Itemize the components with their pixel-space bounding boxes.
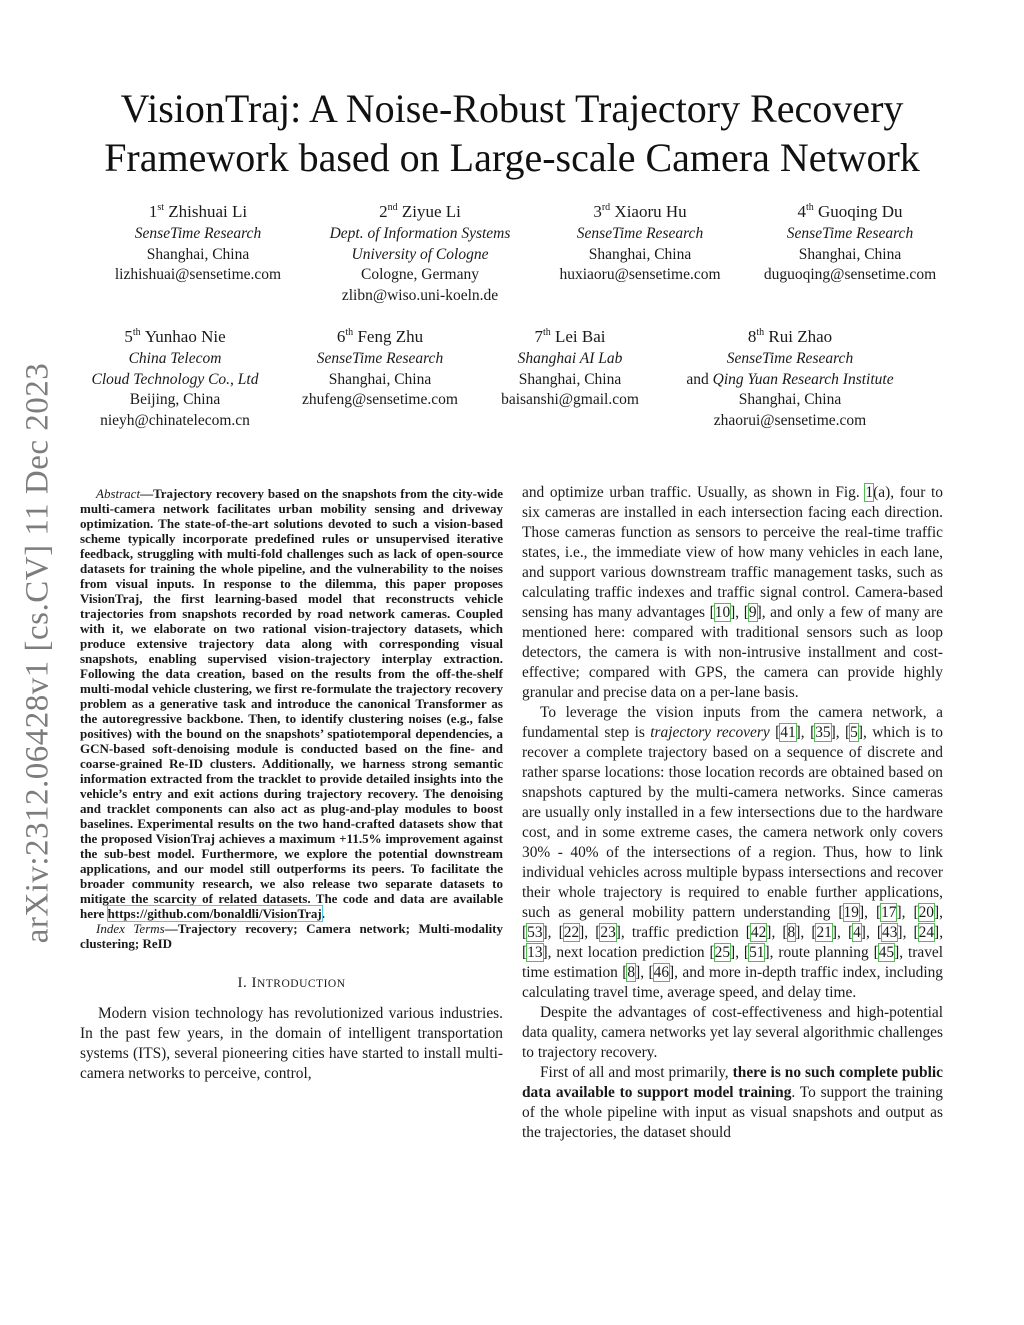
author-name: Feng Zhu (357, 327, 424, 346)
author-affiliation: SenseTime Research (134, 225, 262, 242)
author-affiliation-2: University of Cologne (351, 245, 489, 263)
citation-link[interactable]: 20 (918, 904, 934, 921)
citation-link[interactable]: 35 (815, 724, 831, 741)
author-block-5: 5th Yunhao Nie China Telecom Cloud Technology Co., Ltd Beijing, China nieyh@chinatelecom.cn (70, 325, 280, 431)
author-affiliation: SenseTime Research (576, 225, 704, 242)
citation-link[interactable]: 21 (816, 924, 832, 941)
author-block-7: 7th Lei Bai Shanghai AI Lab Shanghai, China baisanshi@gmail.com (480, 325, 660, 411)
author-email[interactable]: lizhishuai@sensetime.com (114, 266, 282, 284)
citation-link[interactable]: 45 (878, 944, 895, 961)
citation-link[interactable]: 8 (787, 924, 796, 941)
citation-link[interactable]: 5 (850, 724, 858, 741)
intro-paragraph-4: Despite the advantages of cost-effectiveness and high-potential data quality, camera networks yet lay several algorithmic challenges to trajectory recovery. (522, 1004, 943, 1061)
author-name: Lei Bai (555, 327, 606, 346)
citation-link[interactable]: 17 (881, 904, 897, 921)
citation-link[interactable]: 25 (714, 944, 731, 961)
left-column (80, 486, 503, 1084)
citation-link[interactable]: 19 (843, 904, 859, 921)
author-affiliation: China Telecom (128, 350, 222, 367)
arxiv-sidebar-identifier (8, 350, 68, 955)
author-block-2: 2nd Ziyue Li Dept. of Information Systems University of Cologne Cologne, Germany zlibn@wiso.uni-koeln.de (310, 200, 530, 306)
citation-link[interactable]: 13 (527, 944, 543, 961)
author-block-3: 3rd Xiaoru Hu SenseTime Research Shanghai, China huxiaoru@sensetime.com (530, 200, 750, 286)
figure-ref-link[interactable]: 1 (865, 484, 874, 501)
author-email[interactable]: baisanshi@gmail.com (501, 391, 639, 409)
citation-link[interactable]: 23 (600, 924, 616, 941)
author-name: Ziyue Li (401, 202, 461, 221)
citation-link[interactable]: 4 (853, 924, 861, 941)
citation-link[interactable]: 41 (780, 724, 796, 741)
author-affiliation: Shanghai AI Lab (517, 350, 623, 367)
intro-paragraph-5: First of all and most primarily, there is no such complete public data available to support model training. To support the training of the whole pipeline with input as visual snapshots and output as the trajectories, the dataset should (522, 1064, 944, 1141)
code-link[interactable]: https://github.com/bonaldli/VisionTraj (107, 906, 322, 921)
author-block-4: 4th Guoqing Du SenseTime Research Shanghai, China duguoqing@sensetime.com (740, 200, 960, 286)
citation-link[interactable]: 46 (653, 964, 670, 981)
arxiv-id-text: arXiv:2312.06428v1 [cs.CV] 11 Dec 2023 (19, 362, 56, 943)
author-location: Shanghai, China (738, 391, 842, 409)
author-affiliation: SenseTime Research (726, 350, 854, 367)
author-email[interactable]: zhaorui@sensetime.com (713, 411, 867, 429)
author-email[interactable]: zhufeng@sensetime.com (302, 391, 458, 409)
citation-link[interactable]: 53 (527, 924, 543, 941)
abstract: Abstract—Trajectory recovery based on the snapshots from the city-wide multi-camera network facilitates urban mobility sensing and driveway optimization. The state-of-the-art solutions devoted to such a vision-based scheme typically incorporate predefined rules or unsupervised iterative feedback, struggling with multi-fold challenges such as lack of open-source datasets for training the whole pipeline, and the vulnerability to the noises from visual inputs. In response to the dilemma, this paper proposes VisionTraj, the first learning-based model that reconstructs vehicle trajectories from snapshots recorded by road network cameras. Coupled with it, we elaborate on two rational vision-trajectory datasets, which produce extensive trajectory data along with corresponding visual snapshots, enabling supervised vision-trajectory interplay extraction. Following the data creation, based on the results from the off-the-shelf multi-modal vehicle clustering, we first re-formulate the trajectory recovery problem as a generative task and introduce the canonical Transformer as the autoregressive backbone. Then, to identify clustering noises (e.g., false positives) with the bound on the snapshots’ spatiotemporal dependencies, a GCN-based soft-denoising module is conducted based on the fine- and coarse-grained Re-ID clusters. Additionally, we harness strong semantic information extracted from the tracklet to provide detailed insights into the vehicle’s entry and exit actions during trajectory recovery. The denoising and tracklet components can also act as plug-and-play modules to boost baselines. Experimental results on the two hand-crafted datasets show that the proposed VisionTraj achieves a maximum +11.5% improvement against the sub-best model. Furthermore, we explore the potential downstream applications, and our model still outperforms its peers. To facilitate the broader community research, we also release two separate datasets to mitigate the scarcity of related datasets. The code and data are available here https://github.com/bonaldli/VisionTraj. Index Terms—Trajectory recovery; Camera network; Multi-modality clustering; ReID (80, 486, 504, 951)
author-block-8: 8th Rui Zhao SenseTime Research and Qing Yuan Research Institute Shanghai, China zhaorui@sensetime.com (665, 325, 915, 431)
author-name: Rui Zhao (768, 327, 833, 346)
intro-paragraph-2: and optimize urban traffic. Usually, as shown in Fig. 1(a), four to six cameras are installed in each intersection facing each direction. Those cameras function as sensors to perceive the real-time traffic states, i.e., the immediate view of how many vehicles in each lane, and support various downstream traffic management tasks, such as calculating traffic indexes and traffic signal control. Camera-based sensing has many advantages [10], [9], and only a few of many are mentioned here: compared with traditional sensors such as loop detectors, the camera is with non-intrusive installment and cost-effective; compared with GPS, the camera can provide highly granular and precise data on a per-lane basis. (522, 484, 943, 701)
author-location: Shanghai, China (588, 245, 692, 263)
author-location: Shanghai, China (146, 245, 250, 263)
author-name: Xiaoru Hu (614, 202, 687, 221)
author-email[interactable]: huxiaoru@sensetime.com (559, 266, 721, 284)
author-email[interactable]: nieyh@chinatelecom.cn (100, 411, 250, 429)
author-affiliation: Dept. of Information Systems (329, 225, 511, 242)
right-column (522, 483, 943, 1143)
author-affiliation: SenseTime Research (786, 225, 914, 242)
author-name: Guoqing Du (818, 202, 903, 221)
author-email[interactable]: zlibn@wiso.uni-koeln.de (341, 286, 499, 304)
abstract-text: Trajectory recovery based on the snapshots from the city-wide multi-camera network facilitates urban mobility sensing and driveway optimization. The state-of-the-art solutions devoted to such a vision-based scheme typically incorporate predefined rules or unsupervised iterative feedback, struggling with multi-fold challenges such as lack of open-source datasets for training the whole pipeline, and the vulnerability to the noises from visual inputs. In response to the dilemma, this paper proposes VisionTraj, the first learning-based model that reconstructs vehicle trajectories from snapshots recorded by road network cameras. Coupled with it, we elaborate on two rational vision-trajectory datasets, which produce extensive trajectory data along with corresponding visual snapshots, enabling supervised vision-trajectory interplay extraction. Following the data creation, based on the results from the off-the-shelf multi-modal vehicle clustering, we first re-formulate the trajectory recovery problem as a generative task and introduce the canonical Transformer as the autoregressive backbone. Then, to identify clustering noises (e.g., false positives) with the bound on the snapshots’ spatiotemporal dependencies, a GCN-based soft-denoising module is conducted based on the fine- and coarse-grained Re-ID clusters. Additionally, we harness strong semantic information extracted from the tracklet to provide detailed insights into the vehicle’s entry and exit actions during trajectory recovery. The denoising and tracklet components can also act as plug-and-play modules to boost baselines. Experimental results on the two hand-crafted datasets show that the proposed VisionTraj achieves a maximum +11.5% improvement against the sub-best model. Furthermore, we explore the potential downstream applications, and our model still outperforms its peers. To facilitate the broader community research, we also release two separate datasets to mitigate the scarcity of related datasets. The code and data are available here (80, 486, 503, 921)
citation-link[interactable]: 42 (750, 924, 767, 941)
author-location: Cologne, Germany (361, 266, 479, 284)
section-heading-introduction: I. INTRODUCTION (237, 975, 346, 991)
intro-paragraph-1: Modern vision technology has revolutionized various industries. In the past few years, in the domain of intelligent transportation systems (ITS), several pioneering cities have started to install multi-camera networks to perceive, control, (80, 1005, 503, 1082)
citation-link[interactable]: 8 (627, 964, 636, 981)
author-name: Zhishuai Li (168, 202, 248, 221)
intro-paragraph-3: To leverage the vision inputs from the camera network, a fundamental step is trajectory recovery [41], [35], [5], which is to recover a complete trajectory based on a sequence of discrete and rather sparse locations: those location records are obtained based on snapshots captured by the multi-camera networks. Since cameras are usually only installed in a few intersections due to the hardware cost, and in some extreme cases, the camera network only covers 30% - 40% of the intersections of a region. Thus, how to link individual vehicles across multiple bypass intersections and recover their whole trajectory is required to enable further applications, such as general mobility pattern understanding [19], [17], [20], [53], [22], [23], traffic prediction [42], [8], [21], [4], [43], [24], [13], next location prediction [25], [51], route planning [45], travel time estimation [8], [46], and more in-depth traffic index, including calculating travel time, average speed, and delay time. (522, 704, 944, 1001)
index-terms-label: Index Terms (96, 921, 165, 936)
citation-link[interactable]: 10 (714, 604, 731, 621)
author-name: Yunhao Nie (144, 327, 226, 346)
citation-link[interactable]: 43 (882, 924, 898, 941)
citation-link[interactable]: 9 (748, 604, 757, 621)
title-line-1: VisionTraj: A Noise-Robust Trajectory Recovery (120, 86, 904, 131)
author-block-1: 1st Zhishuai Li SenseTime Research Shanghai, China lizhishuai@sensetime.com (88, 200, 308, 286)
citation-link[interactable]: 51 (749, 944, 765, 961)
citation-link[interactable]: 24 (918, 924, 935, 941)
abstract-label: Abstract (96, 486, 141, 501)
author-location: Shanghai, China (518, 370, 622, 388)
author-affiliation-prefix: and (686, 370, 713, 388)
author-location: Shanghai, China (328, 370, 432, 388)
author-email[interactable]: duguoqing@sensetime.com (763, 266, 937, 284)
author-location: Beijing, China (129, 391, 221, 409)
author-affiliation-2: Cloud Technology Co., Ltd (91, 370, 259, 388)
citation-link[interactable]: 22 (563, 924, 580, 941)
author-block-6: 6th Feng Zhu SenseTime Research Shanghai, China zhufeng@sensetime.com (280, 325, 480, 411)
title-line-2: Framework based on Large-scale Camera Network (104, 135, 920, 180)
paper-title (70, 84, 954, 182)
author-affiliation: SenseTime Research (316, 350, 444, 367)
author-location: Shanghai, China (798, 245, 902, 263)
index-terms-text: Trajectory recovery; Camera network; Multi-modality clustering; ReID (80, 921, 504, 951)
author-affiliation-2: Qing Yuan Research Institute (712, 370, 894, 388)
